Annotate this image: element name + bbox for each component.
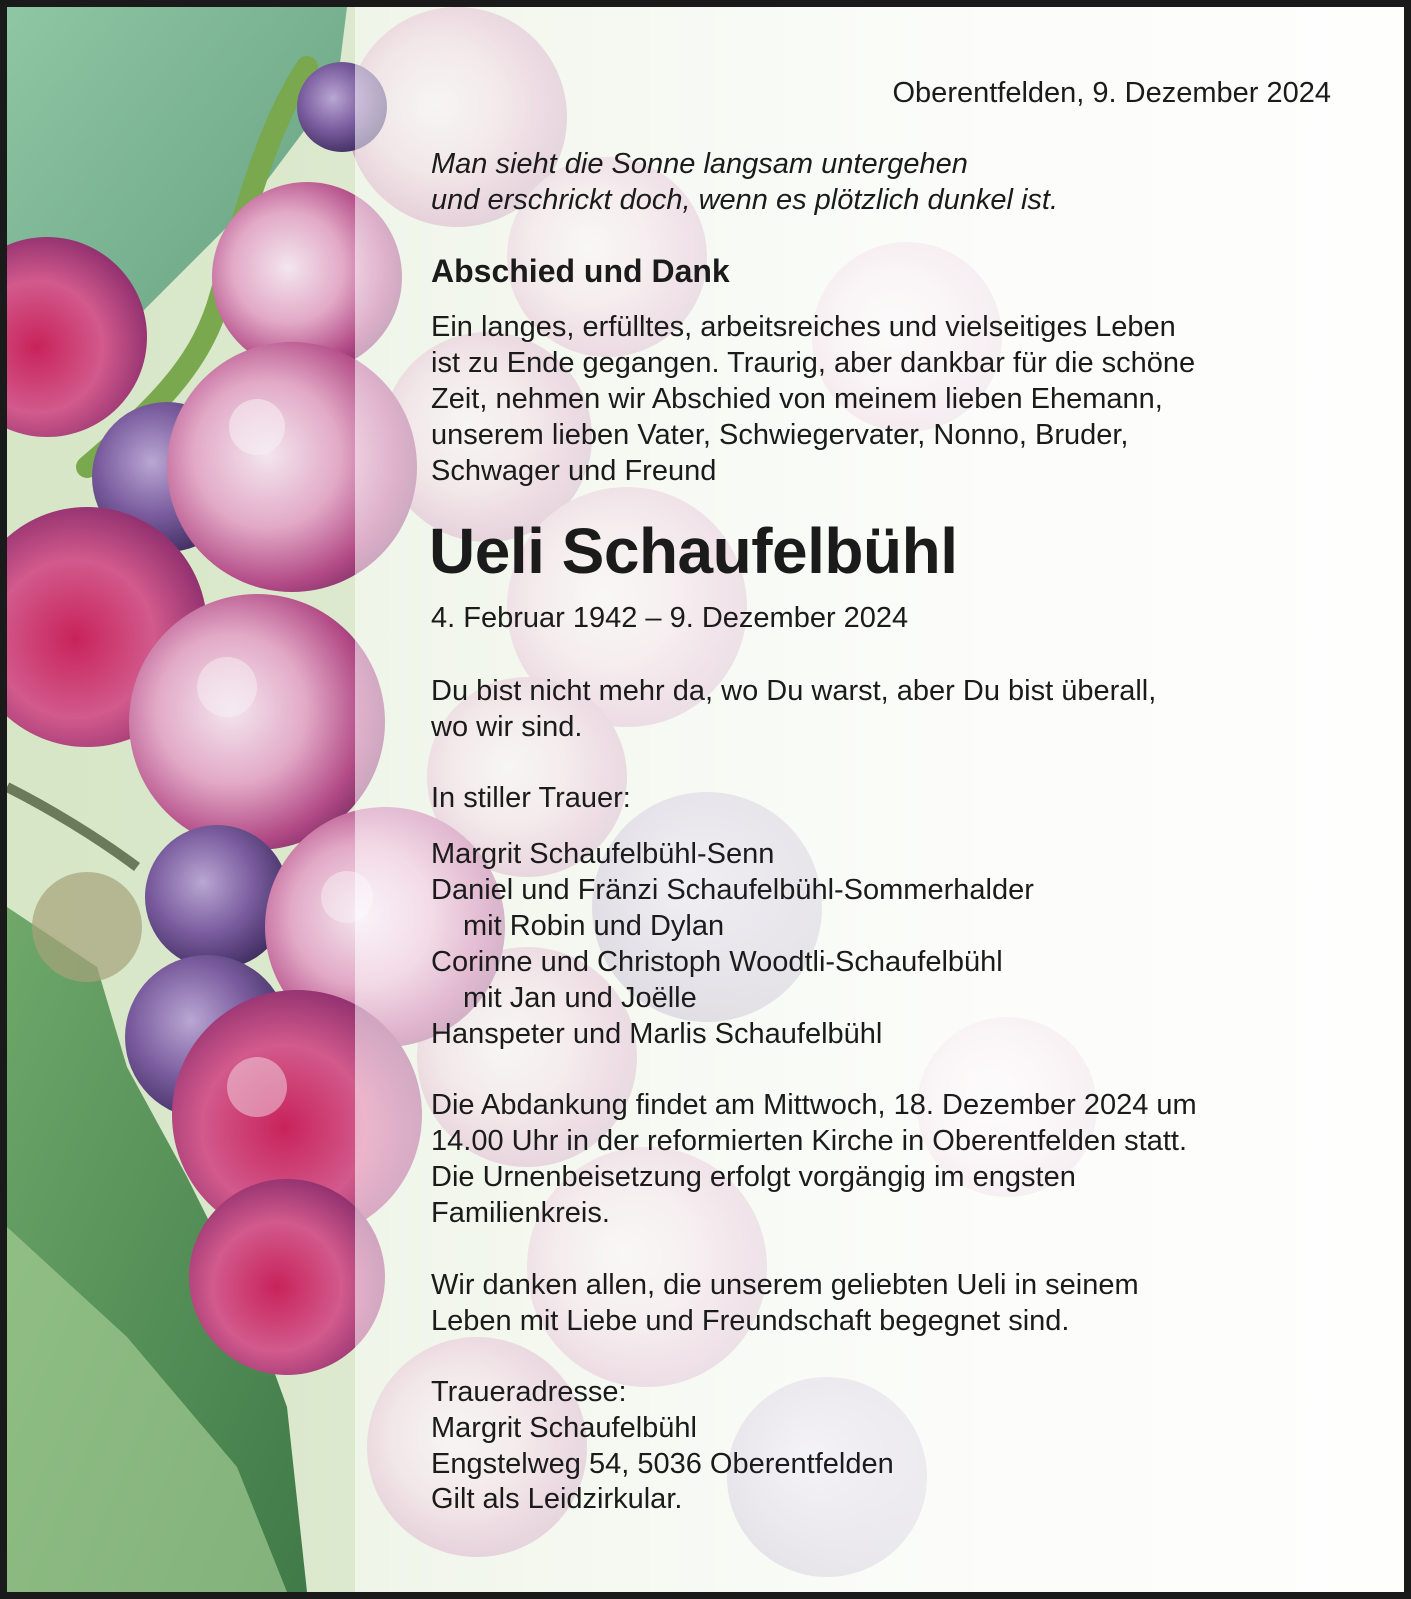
heading: Abschied und Dank — [431, 253, 730, 289]
intro-line: ist zu Ende gegangen. Traurig, aber dankbar für die schöne — [431, 347, 1196, 379]
mourners-list — [431, 836, 1321, 1052]
dateline: Oberentfelden, 9. Dezember 2024 — [892, 77, 1331, 109]
life-dates-text: 4. Februar 1942 – 9. Dezember 2024 — [431, 602, 909, 634]
service-line: Die Urnenbeisetzung erfolgt vorgängig im engsten — [431, 1161, 1076, 1193]
verse-line: Du bist nicht mehr da, wo Du warst, aber Du bist überall, — [431, 675, 1157, 707]
service-info — [431, 1087, 1321, 1231]
thanks-line: Wir danken allen, die unserem geliebten Ueli in seinem — [431, 1269, 1139, 1301]
address-street: Engstelweg 54, 5036 Oberentfelden — [431, 1448, 894, 1480]
service-line: 14.00 Uhr in der reformierten Kirche in Oberentfelden statt. — [431, 1125, 1187, 1157]
verse — [431, 673, 1321, 745]
mourner-line: Hanspeter und Marlis Schaufelbühl — [431, 1018, 883, 1050]
service-line: Die Abdankung findet am Mittwoch, 18. Dezember 2024 um — [431, 1089, 1197, 1121]
mourners-label — [431, 780, 1321, 816]
thanks — [431, 1267, 1321, 1339]
service-line: Familienkreis. — [431, 1197, 610, 1229]
mourner-line: Daniel und Fränzi Schaufelbühl-Sommerhalder — [431, 874, 1034, 906]
intro-line: Schwager und Freund — [431, 455, 717, 487]
quote-line: und erschrickt doch, wenn es plötzlich dunkel ist. — [431, 184, 1059, 216]
address-label: Traueradresse: — [431, 1376, 627, 1408]
address-line — [431, 1446, 1321, 1482]
deceased-name: Ueli Schaufelbühl — [429, 515, 958, 587]
mourner-line: mit Robin und Dylan — [463, 910, 725, 942]
mourner-line: Corinne und Christoph Woodtli-Schaufelbühl — [431, 946, 1003, 978]
thanks-line: Leben mit Liebe und Freundschaft begegnet sind. — [431, 1305, 1070, 1337]
life-dates — [431, 600, 1321, 636]
intro-line: Zeit, nehmen wir Abschied von meinem lieben Ehemann, — [431, 383, 1163, 415]
intro-line: Ein langes, erfülltes, arbeitsreiches und vielseitiges Leben — [431, 311, 1176, 343]
closing — [431, 1481, 1321, 1517]
opening-quote — [431, 146, 1058, 218]
address-name: Margrit Schaufelbühl — [431, 1412, 697, 1444]
obituary-notice — [7, 7, 1404, 1592]
address-line — [431, 1374, 1321, 1446]
intro-paragraph — [431, 309, 1321, 489]
mourners-label-text: In stiller Trauer: — [431, 782, 631, 814]
quote-line: Man sieht die Sonne langsam untergehen — [431, 148, 968, 180]
mourner-line: mit Jan und Joëlle — [463, 982, 697, 1014]
closing-text: Gilt als Leidzirkular. — [431, 1483, 683, 1515]
verse-line: wo wir sind. — [431, 711, 583, 743]
intro-line: unserem lieben Vater, Schwiegervater, Nonno, Bruder, — [431, 419, 1129, 451]
mourner-line: Margrit Schaufelbühl-Senn — [431, 838, 775, 870]
mourning-address — [431, 1374, 1321, 1482]
